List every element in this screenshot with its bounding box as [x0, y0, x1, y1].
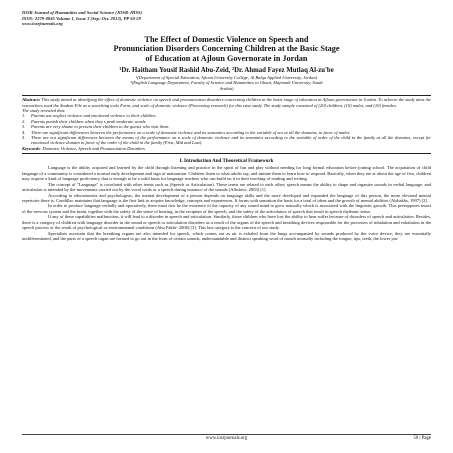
- title-line: The Effect of Domestic Violence on Speech and: [144, 34, 309, 44]
- findings-list: [22, 113, 431, 145]
- abstract-findings-intro: The study revealed that:: [22, 108, 66, 114]
- list-item: 5. There are not significant differences between the means of the performance on a scale of domestic violence and its semantics according to the variable of order of the child in the family at all the domains, except for emotional violence domain in favor of the order of the child in the family (First, Mid and Last).: [22, 135, 431, 146]
- title-line: of Education at Ajloun Governorate in Jordan: [145, 53, 308, 63]
- affiliation-2-cont: Arabia): [219, 85, 234, 91]
- body-paragraph: The concept of "Language" is correlated with other terms such as (Speech or Articulation). These terms are related to each other; speech means the ability to shape and organize sounds in verbal language, and articulation is intended by the movements carried out by the vocal cords or a speech during issuance of the sounds (Albslawi, 2003) [1].: [22, 181, 431, 193]
- keywords-label: Keywords-: [22, 145, 42, 151]
- paper-title: [22, 35, 431, 63]
- keywords-text: Domestic Violence, Speech and Pronunciation Disorders: [41, 145, 145, 151]
- page-number: 50 | Page: [413, 436, 431, 441]
- list-item: 2. Parents punish their children when they s peak moderate words.: [22, 118, 147, 124]
- body-paragraph: Language is the ability acquired and learned by the child through listening and practice in the spirit of fun and play without needing for long formal education before joining school. The acquisition of child language of a community is considered a normal early development and sign of maturation. Children listen to what adults say, and imitate them to learn how to respond. Basically, when they are at about the age of five, children may acquire a kind of language proficiency that is enough to be a solid basis for language teachers who can build on it in their teaching of reading and writing.: [22, 165, 431, 182]
- keywords: [22, 146, 431, 151]
- body-paragraph: Specialists ascertain that the breathing organs are also intended for speech, which comes out as air is exhaled from the lungs accompanied by sounds produced by the voice device; they are essentially undifferentiated, and the parts of a speech organ are formed to go out in the form of certain sounds, understandable and distinct speaking word of mouth normally including the tongue, tips, teeth, the lower jaw: [22, 230, 431, 242]
- journal-name: IOSR Journal of Humanities and Social Science (JOSR-JHSS): [22, 10, 143, 15]
- affiliation-1: ¹(Department of Special Education, Ajloun University College, Al Balqa Applied University, Jordan): [135, 75, 318, 80]
- abstract-text: This study aimed at identifying the effect of domestic violence on speech and pronunciation disorders concerning children at the basic stage of education at Ajloun governorate in Jordan. To achieve the study aims the researchers used the Student File as a searching tools Form, and scale of domestic violence (Processing research) for this case study. The study sample consisted of (20) children, (10) males, and (10) females.: [22, 97, 431, 108]
- abstract-paragraph: [22, 97, 431, 108]
- body-paragraph: In order to produce language verbally and operatively, there must first be the existence of the capacity of any sound mind to grow naturally which is associated with the linguistic growth. This presupposes intact of the nervous system and the brain, together with the safety of the sense of hearing, in the recipient of the speech, and the safety of the articulators of speech that result in speech rhythmic sense.: [22, 203, 431, 214]
- list-item: 4. There are significant differences between the performance on a scale of domestic violence and its semantics according to the variable of sex at all the domains, in favor of males.: [22, 129, 351, 135]
- section-body: [22, 165, 431, 241]
- section-heading: I. Introduction And Theoretical Framework: [179, 159, 274, 165]
- list-item: 1. Parents use neglect violence and emotional violence to their children.: [22, 113, 157, 119]
- footer-website: www.iosrjournals.org: [205, 436, 248, 441]
- journal-header: [22, 10, 431, 27]
- paper-page: [22, 10, 431, 242]
- abstract-label: Abstract:: [22, 97, 41, 103]
- page-footer: [22, 434, 431, 442]
- abstract: [22, 95, 431, 154]
- affiliation-2: ²(English Language Department, Faculty of Science and Humanities in Ghaat, Majmaah University, Saudi: [130, 80, 323, 86]
- journal-website: www.iosrjournals.org: [22, 21, 63, 27]
- list-item: 3. Parents are very shame to present their children to the guests who visit them.: [22, 124, 170, 130]
- body-paragraph: If any of these capabilities malfunction, it will lead to a disorder in speech and articulation. Similarly, those children who have lost the ability to hear suffer because of disorders of speech and articulation. Besides, there is a category of children with language disorder in the sound or speech or articulation disorders as a result of the organs of the speech and breathing devices responsible for the processes of inhalation and exhalation in the speech process or the result of psychological or environmental conditions (Abu Fakhr- 2006) [3]. This last category is the concern of our study.: [22, 214, 431, 231]
- journal-issn: ISSN: 2279-0845 Volume 1, Issue 3 (Sep.-Oct. 2012), PP 50-59: [22, 15, 141, 21]
- authors: ¹Dr. Haitham Yousif Rashid Abu-Zeid, ²Dr. Ahmad Fayez Mutlaq Al-zu'be: [119, 67, 334, 74]
- body-paragraph: According to educationists and psychologists, the mental development of a person depends on language skills and the more developed and expanded the language of this person, the more elevated mental repertoire there is. Condillac maintains that language is the first link to acquire knowledge, concepts and experiences. It forms with sensation the basis for a total of ideas and the growth of mental abilities (Alshakhs, 1997) [2].: [22, 192, 431, 203]
- title-line: Pronunciation Disorders Concerning Children at the Basic Stage: [113, 44, 340, 54]
